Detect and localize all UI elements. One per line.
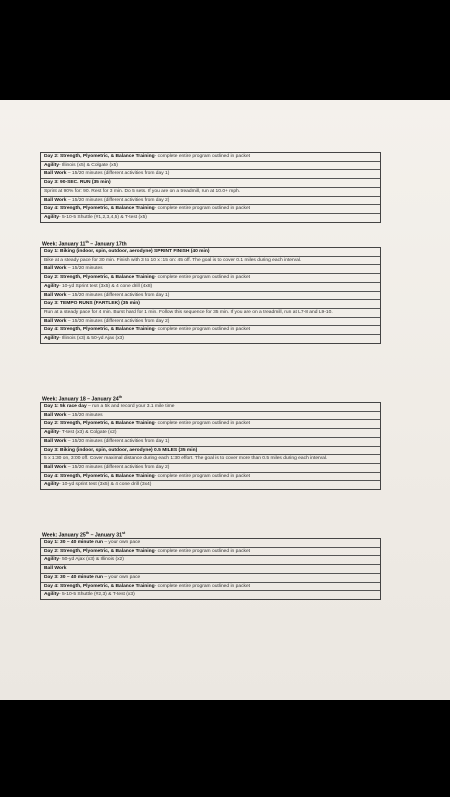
week-heading: Week: January 18 – January 24th: [42, 395, 123, 403]
schedule-row: [41, 446, 380, 455]
row-label: Day 2: Strength, Plyometric, & Balance Training: [44, 275, 155, 281]
row-description: 5 x 1:30 on, 3:00 off. Cover maximal distance during each 1:30 effort. The goal is to cover more than 0.5 miles during each interval.: [44, 456, 328, 462]
row-label: Day 2: Strength, Plyometric, & Balance Training: [44, 548, 155, 554]
schedule-row: [41, 161, 380, 170]
row-description: – 15/20 minutes: [66, 266, 103, 272]
row-description: Sprint at 90% for: 90. Rest for 3 min. Do 5 sets. If you are on a treadmill, run at 10.0+ mph.: [44, 188, 241, 194]
row-description: – 15/20 minutes (different activities from day 1): [66, 171, 170, 177]
row-description: - complete entire program outlined in packet: [154, 583, 251, 589]
row-label: Day 3: 90-SEC. RUN (35 min): [44, 180, 111, 186]
schedule-row: [41, 169, 380, 178]
row-label: Day 2: Strength, Plyometric, & Balance Training: [44, 421, 155, 427]
row-description: - 5-10-5 Shuttle (#1,2,3,4,5) & T-test (x5): [58, 214, 147, 220]
schedule-row: [41, 248, 380, 256]
schedule-row: [41, 472, 380, 481]
row-description: - Illinois (x5) & Colgate (x5): [58, 162, 118, 168]
schedule-row: [41, 273, 380, 282]
row-description: - T-test (x3) & Colgate (x2): [58, 430, 117, 436]
schedule-row: [41, 463, 380, 472]
schedule-row: [41, 325, 380, 334]
row-label: Day 3: Biking (indoor, spin, outdoor, aerodyne) 0.5 MILES (35 min): [44, 447, 198, 453]
row-label: Ball Work: [44, 464, 67, 470]
row-label: Ball Work: [44, 318, 67, 324]
schedule-row: [41, 403, 380, 411]
row-label: Agility: [44, 214, 59, 220]
schedule-row: [41, 419, 380, 428]
row-description: - 10-yd Sprint test (3x5) & 4 cone drill (4x8): [58, 283, 153, 289]
row-description: – 15/20 minutes: [66, 412, 103, 418]
schedule-row: [41, 573, 380, 582]
row-label: Day 4: Strength, Plyometric, & Balance Training: [44, 327, 155, 333]
schedule-row: [41, 582, 380, 591]
schedule-row: [41, 213, 380, 222]
week-heading: Week: January 11th – January 17th: [42, 240, 127, 248]
schedule-row: [41, 590, 380, 599]
row-description: - complete entire program outlined in packet: [154, 548, 251, 554]
row-description: – 15/20 minutes (different activities from day 1): [66, 438, 170, 444]
row-label: Day 1: 5k race day: [44, 404, 87, 409]
schedule-row: [41, 264, 380, 273]
schedule-row: [41, 480, 380, 489]
row-label: Ball Work: [44, 171, 67, 177]
row-label: Agility: [44, 557, 59, 563]
row-description: - 10-yd sprint test (3x5) & 4 cone drill (3x4): [58, 482, 152, 488]
schedule-row: [41, 317, 380, 326]
week-table: [40, 247, 381, 344]
schedule-row: [41, 308, 380, 317]
row-label: Day 1: 30 – 40 minute run: [44, 540, 103, 545]
row-description: – 15/20 minutes (different activities from day 2): [66, 464, 170, 470]
row-label: Ball Work: [44, 566, 67, 572]
row-label: Ball Work: [44, 266, 67, 272]
schedule-row: [41, 282, 380, 291]
schedule-row: [41, 547, 380, 556]
schedule-row: [41, 454, 380, 463]
schedule-row: [41, 196, 380, 205]
row-label: Day 4: Strength, Plyometric, & Balance Training: [44, 473, 155, 479]
row-label: Day 2: Strength, Plyometric, & Balance Training: [44, 154, 155, 159]
row-description: - complete entire program outlined in packet: [154, 473, 251, 479]
row-label: Ball Work: [44, 412, 67, 418]
schedule-row: [41, 256, 380, 265]
row-label: Day 3: 30 – 40 minute run: [44, 574, 103, 580]
row-description: – your own pace: [102, 540, 141, 545]
row-label: Agility: [44, 283, 59, 289]
schedule-row: [41, 428, 380, 437]
row-description: Run at a steady pace for 4 min. Burst hard for 1 min. Follow this sequence for 35 min. If you are on a treadmill, run at L7-8 and L9-10.: [44, 309, 333, 315]
schedule-row: [41, 153, 380, 161]
row-label: Day 4: Strength, Plyometric, & Balance Training: [44, 206, 155, 212]
schedule-row: [41, 555, 380, 564]
row-description: – 15/20 minutes (different activities from day 2): [66, 197, 170, 203]
row-label: Ball Work: [44, 197, 67, 203]
row-description: - complete entire program outlined in packet: [154, 275, 251, 281]
row-description: - complete entire program outlined in packet: [154, 206, 251, 212]
schedule-row: [41, 539, 380, 547]
schedule-row: [41, 299, 380, 308]
row-description: - complete entire program outlined in packet: [154, 154, 251, 159]
week-table: [40, 402, 381, 490]
row-description: - 50-yd Ajax (x3) & Illinois (x2): [58, 557, 124, 563]
row-description: - 5-10-5 Shuttle (#2,3) & T-test (x3): [58, 592, 135, 598]
row-label: Agility: [44, 336, 59, 342]
schedule-row: [41, 291, 380, 300]
week-table: [40, 152, 381, 223]
row-label: Agility: [44, 592, 59, 598]
row-description: – 15/20 minutes (different activities from day 2): [66, 318, 170, 324]
row-label: Day 1: Biking (indoor, spin, outdoor, aerodyne) SPRINT FINISH (40 min): [44, 249, 210, 254]
row-description: – run a 5k and record your 3.1 mile time: [86, 404, 175, 409]
schedule-row: [41, 204, 380, 213]
schedule-row: [41, 437, 380, 446]
row-description: - complete entire program outlined in packet: [154, 327, 251, 333]
row-description: - complete entire program outlined in packet: [154, 421, 251, 427]
schedule-row: [41, 564, 380, 573]
row-label: Ball Work: [44, 438, 67, 444]
schedule-row: [41, 187, 380, 196]
row-label: Ball Work: [44, 292, 67, 298]
schedule-row: [41, 334, 380, 343]
row-description: Bike at a steady pace for 30 min. Finish with 3 to 10 x :15 on: 45 off. The goal is to cover 0.1 miles during each interval.: [44, 257, 302, 263]
row-description: – your own pace: [102, 574, 141, 580]
row-description: - Illinois (x3) & 50-yd Ajax (x3): [58, 336, 124, 342]
row-label: Day 3: TEMPO RUNS (FARTLEK) (35 min): [44, 301, 140, 307]
row-label: Agility: [44, 162, 59, 168]
schedule-row: [41, 178, 380, 187]
row-description: – 15/20 minutes (different activities from day 1): [66, 292, 170, 298]
week-heading: Week: January 25th – January 31st: [42, 531, 126, 539]
row-label: Agility: [44, 430, 59, 436]
schedule-row: [41, 411, 380, 420]
row-label: Agility: [44, 482, 59, 488]
row-label: Day 4: Strength, Plyometric, & Balance Training: [44, 583, 155, 589]
week-table: [40, 538, 381, 600]
